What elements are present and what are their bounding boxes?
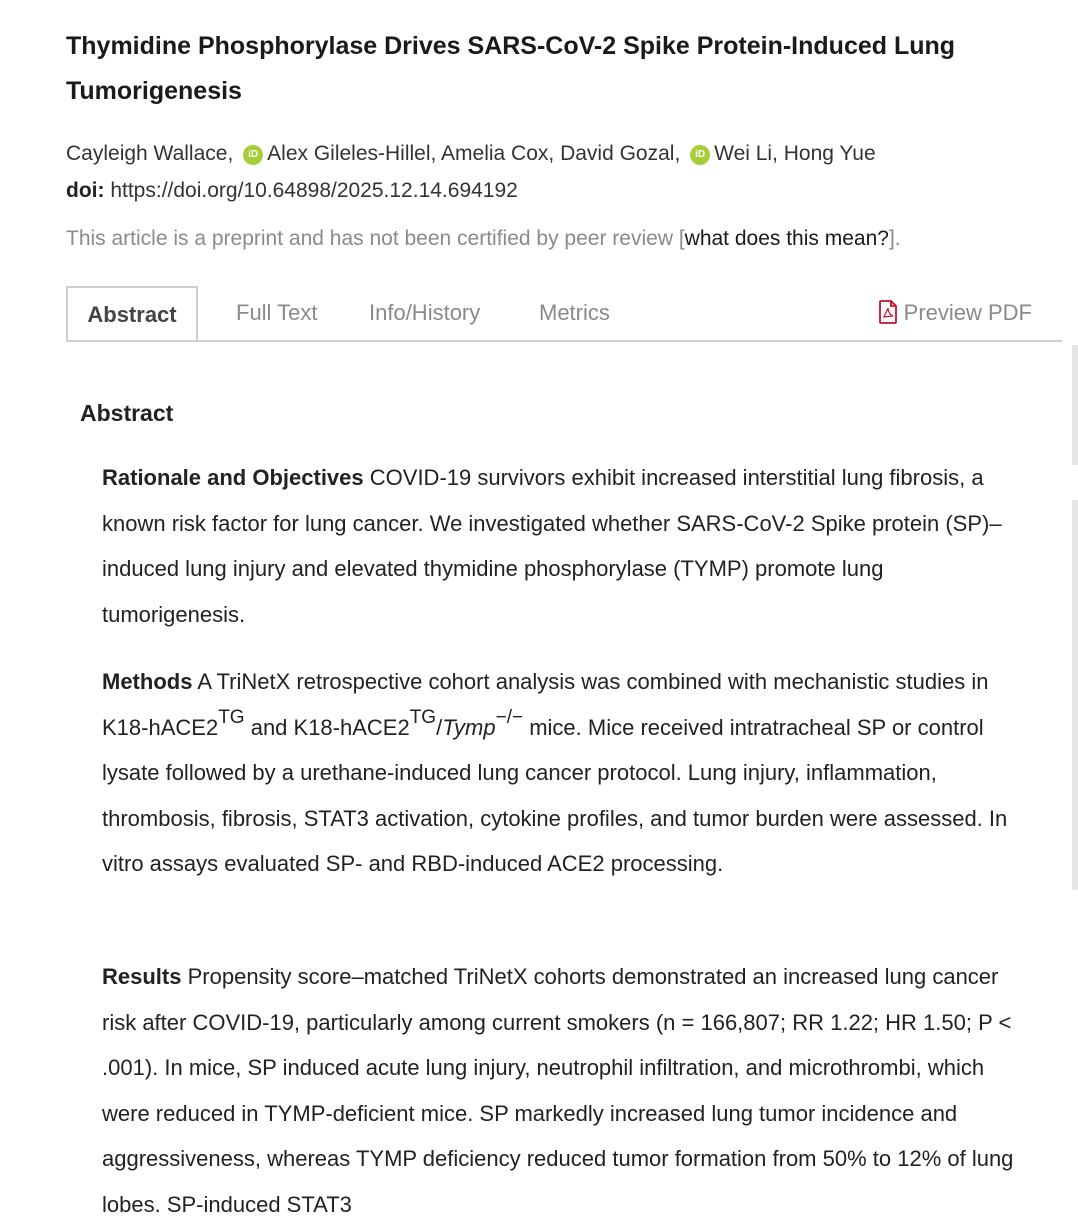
preprint-notice-end: ].: [888, 227, 901, 250]
methods-text-3: mice. Mice received intratracheal SP or control lysate followed by a urethane-induced lung cancer protocol. Lung injury, inflammation, thrombosis, fibrosis, STAT3 activation, cytokine profiles, and tumor burden were assessed. In vitro assays evaluated SP- and RBD-induced ACE2 processing.: [102, 714, 1008, 876]
methods-text-1: A TriNetX retrospective cohort analysis was combined with mechanistic studies in K18-hACE2: [102, 669, 989, 740]
orcid-icon[interactable]: iD: [243, 145, 263, 165]
methods-slash: /: [436, 714, 443, 740]
tab-metrics[interactable]: Metrics: [539, 300, 610, 325]
methods-text-2: and K18-hACE2: [250, 714, 410, 740]
doi-line: [66, 175, 518, 207]
article-title: Thymidine Phosphorylase Drives SARS-CoV-2 Spike Protein-Induced Lung Tumorigenesis: [66, 32, 956, 105]
author-link[interactable]: Alex Gileles-Hillel, Amelia Cox, David Gozal,: [267, 142, 681, 165]
doi-label: doi:: [66, 179, 105, 202]
knockout-superscript: −/−: [495, 706, 524, 728]
what-does-this-mean-link[interactable]: what does this mean?: [684, 227, 889, 250]
preprint-notice: [66, 222, 901, 256]
transgenic-superscript: TG: [409, 706, 437, 728]
abstract-rationale-paragraph: [102, 455, 1032, 637]
tab-info-history[interactable]: Info/History: [369, 300, 481, 325]
preview-pdf-button[interactable]: [878, 286, 1032, 340]
doi-link[interactable]: https://doi.org/10.64898/2025.12.14.694192: [110, 179, 518, 202]
results-label: Results: [102, 964, 182, 989]
tab-abstract[interactable]: Abstract: [66, 286, 198, 340]
transgenic-superscript: TG: [218, 706, 245, 728]
scrollbar-track[interactable]: [1072, 345, 1078, 465]
abstract-heading: Abstract: [80, 400, 174, 426]
tymp-gene-name: Tymp: [442, 714, 496, 740]
rationale-label: Rationale and Objectives: [102, 465, 364, 490]
tab-full-text[interactable]: Full Text: [236, 300, 318, 325]
scrollbar-thumb[interactable]: [1072, 500, 1078, 890]
preprint-notice-text: This article is a preprint and has not been certified by peer review [: [66, 227, 685, 250]
abstract-results-paragraph: [102, 954, 1032, 1227]
orcid-icon[interactable]: iD: [690, 145, 710, 165]
rationale-text: COVID-19 survivors exhibit increased interstitial lung fibrosis, a known risk factor for lung cancer. We investigated whether SARS-CoV-2 Spike protein (SP)–induced lung injury and elevated thymidine phosphorylase (TYMP) promote lung tumorigenesis.: [102, 465, 1002, 627]
article-tabs: [66, 286, 1062, 342]
preview-pdf-label: Preview PDF: [903, 300, 1032, 325]
pdf-file-icon: [878, 300, 898, 324]
author-list: [66, 138, 876, 170]
author-link[interactable]: Cayleigh Wallace,: [66, 142, 234, 165]
methods-label: Methods: [102, 669, 193, 694]
author-link[interactable]: Wei Li, Hong Yue: [714, 142, 876, 165]
abstract-methods-paragraph: [102, 659, 1032, 887]
results-text: Propensity score–matched TriNetX cohorts demonstrated an increased lung cancer risk after COVID-19, particularly among current smokers (n = 166,807; RR 1.22; HR 1.50; P < .001). In mice, SP induced acute lung injury, neutrophil infiltration, and microthrombi, which were reduced in TYMP-deficient mice. SP markedly increased lung tumor incidence and aggressiveness, whereas TYMP deficiency reduced tumor formation from 50% to 12% of lung lobes. SP-induced STAT3: [102, 964, 1014, 1217]
